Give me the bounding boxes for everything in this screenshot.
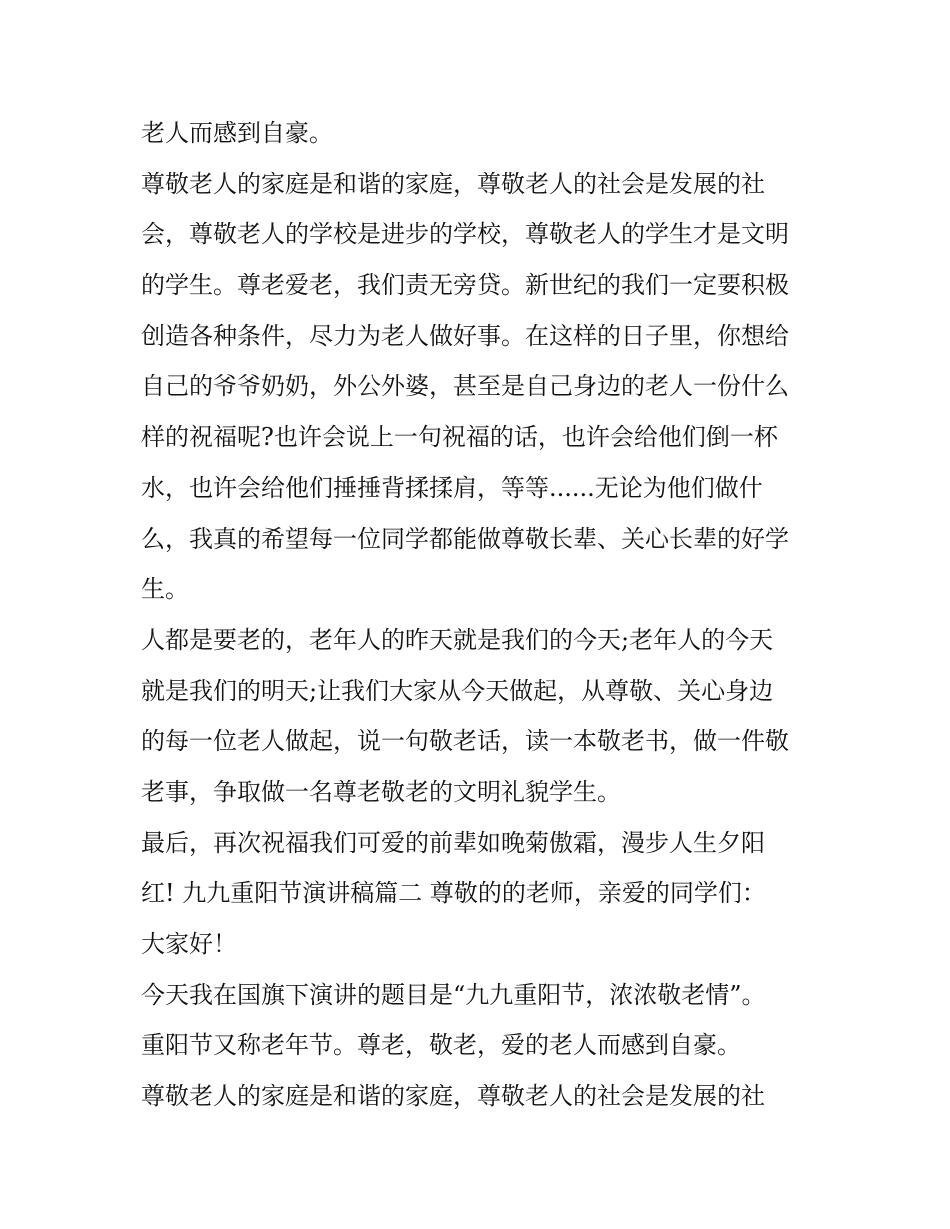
text-line: 水，也许会给他们捶捶背揉揉肩，等等......无论为他们做什 [141, 473, 763, 502]
text-line: 尊敬老人的家庭是和谐的家庭，尊敬老人的社会是发展的社 [141, 1082, 765, 1111]
text-line: 会，尊敬老人的学校是进步的学校，尊敬老人的学生才是文明 [141, 220, 789, 249]
document-body [141, 108, 821, 1122]
text-line: 大家好！ [141, 930, 237, 958]
text-line: 重阳节又称老年节。尊老，敬老，爱的老人而感到自豪。 [141, 1031, 741, 1060]
text-line: 尊敬老人的家庭是和谐的家庭，尊敬老人的社会是发展的社 [141, 169, 765, 198]
text-line: 最后，再次祝福我们可爱的前辈如晚菊傲霜，漫步人生夕阳 [141, 828, 765, 857]
text-line: 的学生。尊老爱老，我们责无旁贷。新世纪的我们一定要积极 [141, 271, 789, 300]
text-line: 么，我真的希望每一位同学都能做尊敬长辈、关心长辈的好学 [141, 524, 789, 553]
text-line: 自己的爷爷奶奶，外公外婆，甚至是自己身边的老人一份什么 [141, 372, 789, 401]
text-line: 老事，争取做一名尊老敬老的文明礼貌学生。 [141, 777, 621, 806]
text-line: 的每一位老人做起，说一句敬老话，读一本敬老书，做一件敬 [141, 727, 789, 756]
text-line: 生。 [141, 575, 189, 604]
text-line: 就是我们的明天;让我们大家从今天做起，从尊敬、关心身边 [141, 676, 774, 705]
text-line: 红! 九九重阳节演讲稿篇二 尊敬的的老师，亲爱的同学们： [141, 879, 766, 908]
text-line: 人都是要老的，老年人的昨天就是我们的今天;老年人的今天 [141, 625, 774, 654]
text-line: 创造各种条件，尽力为老人做好事。在这样的日子里，你想给 [141, 321, 789, 350]
text-line: 老人而感到自豪。 [141, 119, 333, 147]
text-line: 样的祝福呢?也许会说上一句祝福的话，也许会给他们倒一杯 [141, 423, 778, 452]
text-line: 今天我在国旗下演讲的题目是“九九重阳节，浓浓敬老情”。 [141, 980, 766, 1009]
